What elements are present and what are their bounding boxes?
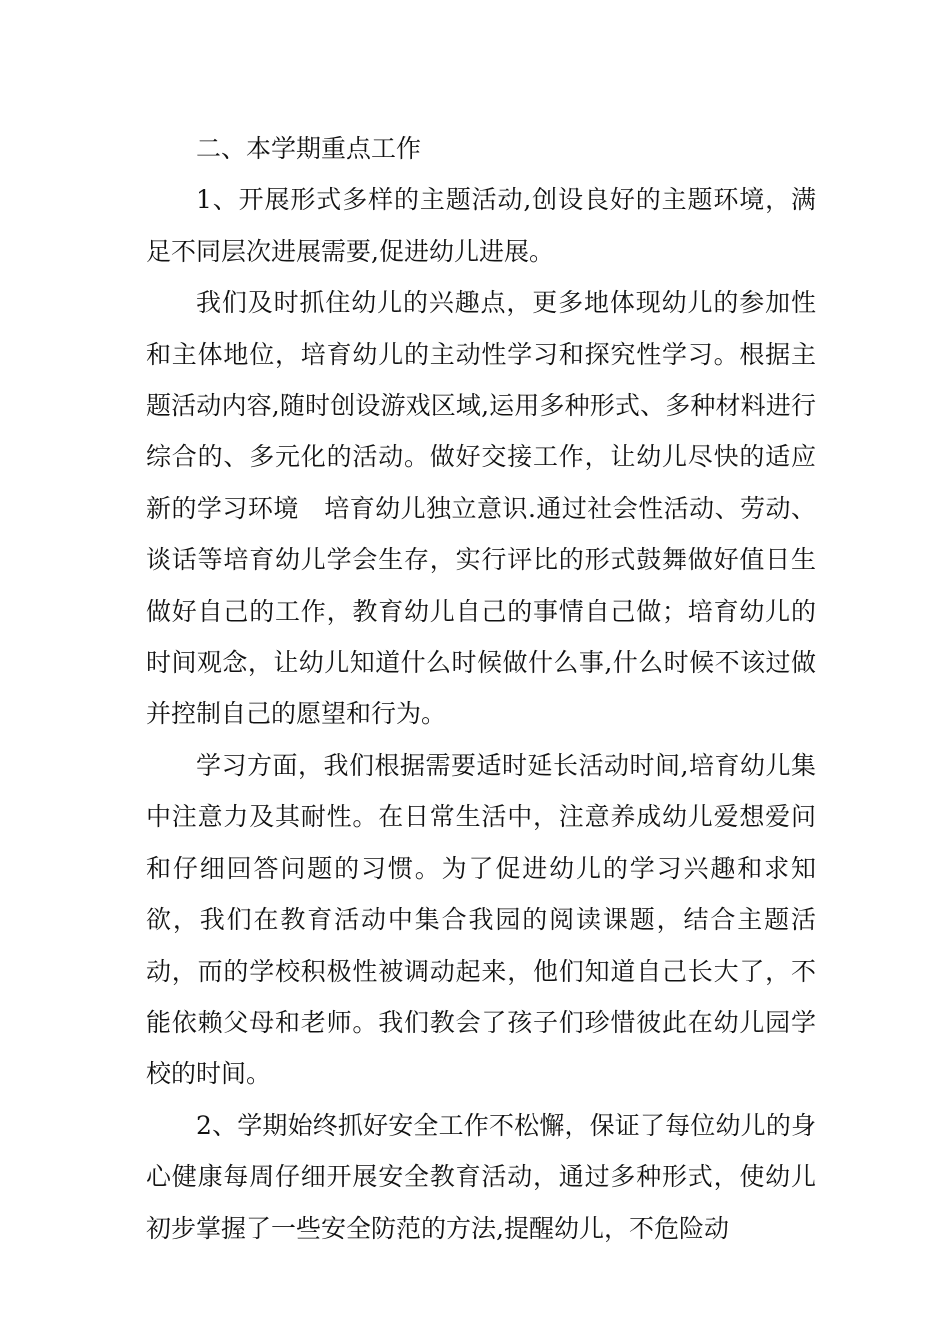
- section-heading: 二、本学期重点工作: [196, 134, 422, 163]
- paragraph-3: 学习方面，我们根据需要适时延长活动时间,培育幼儿集中注意力及其耐性。在日常生活中，注意养成幼儿爱想爱问和仔细回答问题的习惯。为了促进幼儿的学习兴趣和求知欲，我们在教育活动中集合我园的阅读课题，结合主题活动，而的学校积极性被调动起来，他们知道自己长大了，不能依赖父母和老师。我们教会了孩子们珍惜彼此在幼儿园学校的时间。: [146, 750, 816, 1089]
- paragraph-4: 2、学期始终抓好安全工作不松懈，保证了每位幼儿的身心健康每周仔细开展安全教育活动，通过多种形式，使幼儿初步掌握了一些安全防范的方法,提醒幼儿，不危险动: [146, 1110, 816, 1243]
- document-body: [146, 123, 816, 1254]
- paragraph-1: 1、开展形式多样的主题活动,创设良好的主题环境，满足不同层次进展需要,促进幼儿进展。: [146, 185, 816, 266]
- paragraph-2: 我们及时抓住幼儿的兴趣点，更多地体现幼儿的参加性和主体地位，培育幼儿的主动性学习和探究性学习。根据主题活动内容,随时创设游戏区域,运用多种形式、多种材料进行综合的、多元化的活动。做好交接工作，让幼儿尽快的适应新的学习环境 培育幼儿独立意识.通过社会性活动、劳动、谈话等培育幼儿学会生存，实行评比的形式鼓舞做好值日生做好自己的工作，教育幼儿自己的事情自己做；培育幼儿的时间观念，让幼儿知道什么时候做什么事,什么时候不该过做并控制自己的愿望和行为。: [146, 288, 816, 729]
